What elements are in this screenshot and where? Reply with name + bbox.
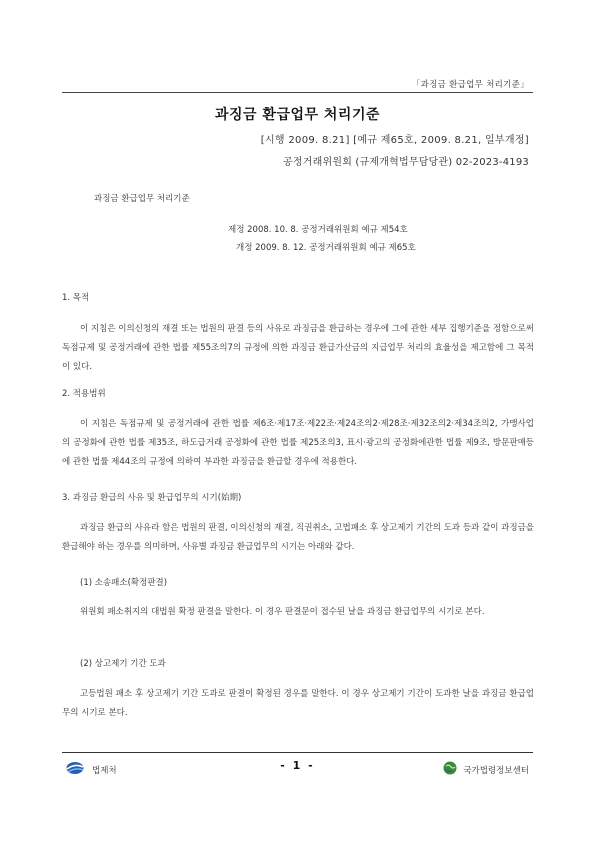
footer-left-label: 법제처 <box>92 765 117 776</box>
footer-rule <box>62 752 533 753</box>
page-number: - 1 - <box>280 759 315 772</box>
subsection-body-appeal-lapse: 고등법원 패소 후 상고제기 기간 도과로 판결이 확정된 경우를 말한다. 이 경우 상고제기 기간이 도과한 날을 과징금 환급업무의 시기로 본다. <box>62 689 534 718</box>
section-heading-scope: 2. 적용범위 <box>62 389 106 399</box>
subsection-body-lawsuit-loss: 위원회 패소취지의 대법원 확정 판결을 말한다. 이 경우 판결문이 접수된 날을 과징금 환급업무의 시기로 본다. <box>80 607 485 617</box>
section-body-purpose: 이 지침은 이의신청의 재결 또는 법원의 판결 등의 사유로 과징금을 환급하는 경우에 그에 관한 세부 집행기준을 정함으로써 독점규제 및 공정거래에 관한 법률 제55조의7의 규정에 의한 과징금 환급가산금의 지급업무 처리의 효율성을 제고함에 그 목적이 있다. <box>62 324 534 372</box>
revision-info: [시행 2009. 8.21] [예규 제65호, 2009. 8.21, 일부개정] <box>260 135 529 146</box>
amendment-line: 개정 2009. 8. 12. 공정거래위원회 예규 제65호 <box>236 243 416 253</box>
subsection-heading-lawsuit-loss: (1) 소송패소(확정판결) <box>80 578 168 588</box>
section-body-refund-reasons: 과징금 환급의 사유라 함은 법원의 판결, 이의신청의 재결, 직권취소, 고법패소 후 상고제기 기간의 도과 등과 같이 과징금을 환급해야 하는 경우를 의미하며, 사유별 과징금 환급업무의 시기는 아래와 같다. <box>62 523 534 552</box>
footer-right-label: 국가법령정보센터 <box>463 765 529 776</box>
header-tag: 「과징금 환급업무 처리기준」 <box>411 80 529 90</box>
document-name: 과징금 환급업무 처리기준 <box>94 194 190 204</box>
section-heading-refund-reasons: 3. 과징금 환급의 사유 및 환급업무의 시기(始期) <box>62 493 242 503</box>
department-contact: 공정거래위원회 (규제개혁법무담당관) 02-2023-4193 <box>283 157 529 168</box>
globe-icon <box>443 760 457 779</box>
header-rule <box>62 92 533 93</box>
document-title: 과징금 환급업무 처리기준 <box>214 107 380 123</box>
footer-right <box>443 760 529 779</box>
enactment-line: 제정 2008. 10. 8. 공정거래위원회 예규 제54호 <box>228 225 408 235</box>
subsection-heading-appeal-lapse: (2) 상고제기 기간 도과 <box>80 659 166 669</box>
section-heading-purpose: 1. 목적 <box>62 293 90 303</box>
section-body-scope: 이 지침은 독점규제 및 공정거래에 관한 법률 제6조·제17조·제22조·제24조의2·제28조·제32조의2·제34조의2, 가맹사업의 공정화에 관한 법률 제35조, 하도급거래 공정화에 관한 법률 제25조의3, 표시·광고의 공정화에관한 법률 제9조, 방문판매등에 관한 법률 제44조의 규정에 의하여 부과한 과징금을 환급할 경우에 적용한다. <box>62 419 534 467</box>
